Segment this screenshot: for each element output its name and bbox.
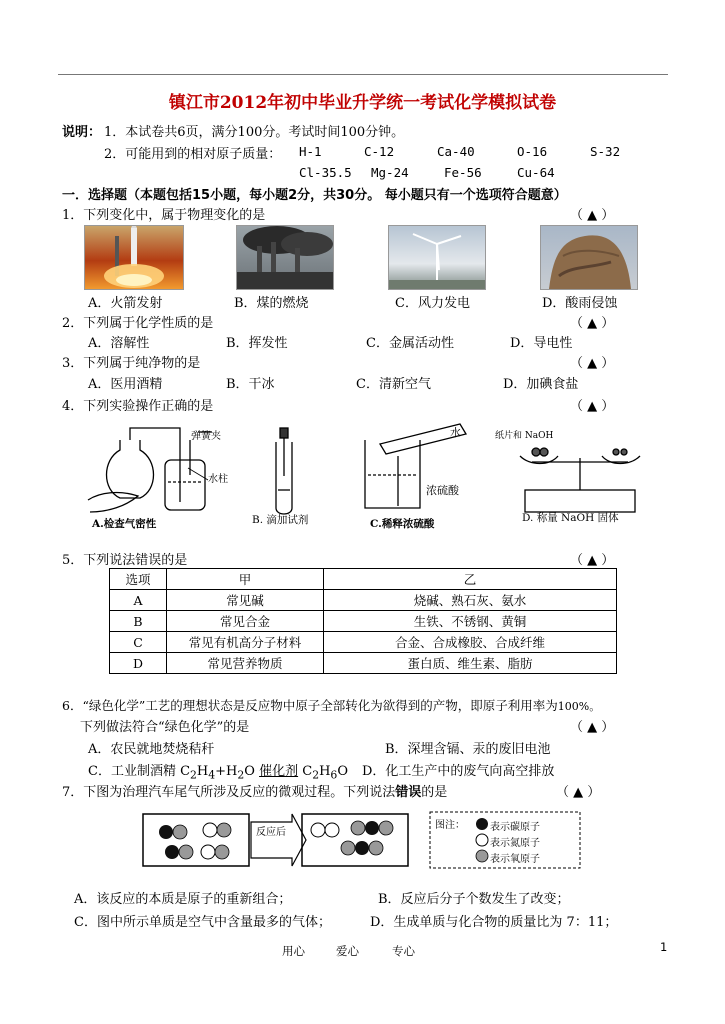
- q7-option-b: B．反应后分子个数发生了改变；: [378, 892, 570, 907]
- table-cell: 常见营养物质: [167, 653, 324, 674]
- table-cell: C: [110, 632, 167, 653]
- table-row: [110, 590, 617, 611]
- q4-caption-b: B. 滴加试剂: [252, 514, 309, 526]
- q7-arrow-label: 反应后: [256, 827, 286, 838]
- table-header-row: [110, 569, 617, 590]
- q3-option-b: B．干冰: [226, 377, 275, 392]
- mass-fe: Fe-56: [444, 165, 482, 180]
- q7-stem: [62, 781, 447, 800]
- q1-answer-mark: （ ▲ ）: [570, 208, 615, 223]
- q7-option-d: D．生成单质与化合物的质量比为 7：11；: [370, 915, 618, 930]
- q6-option-b: B．深埋含镉、汞的废旧电池: [385, 742, 551, 757]
- q6-c-text: H: [196, 764, 209, 779]
- mass-o: O-16: [517, 144, 548, 159]
- table-cell: 常见碱: [167, 590, 324, 611]
- notes-line2: 2．可能用到的相对原子质量：: [104, 147, 282, 162]
- catalyst-label: 催化剂: [259, 764, 299, 779]
- rocket-launch-photo: [84, 225, 184, 290]
- table-header: 选项: [110, 569, 167, 590]
- q4-caption-d: D. 称量 NaOH 固体: [522, 512, 619, 524]
- q7-legend-oxygen: 表示氧原子: [490, 854, 540, 865]
- mass-h: H-1: [299, 144, 322, 159]
- q4-caption-c: C.稀释浓硫酸: [370, 518, 435, 530]
- q6-c-text: O: [244, 764, 260, 779]
- table-cell: A: [110, 590, 167, 611]
- q6-stem-line2: 下列做法符合“绿色化学”的是: [80, 720, 250, 735]
- q4-stem: 4．下列实验操作正确的是: [62, 399, 214, 414]
- q1-option-d: D．酸雨侵蚀: [542, 296, 618, 311]
- q3-option-d: D．加碘食盐: [503, 377, 579, 392]
- table-cell: 常见合金: [167, 611, 324, 632]
- table-cell: B: [110, 611, 167, 632]
- q7-legend-nitrogen: 表示氮原子: [490, 838, 540, 849]
- mass-mg: Mg-24: [371, 165, 409, 180]
- table-cell: 生铁、不锈钢、黄铜: [324, 611, 617, 632]
- q4-label-water-column: 水柱: [208, 474, 228, 485]
- mass-cl: Cl-35.5: [299, 165, 352, 180]
- q3-answer-mark: （ ▲ ）: [570, 356, 615, 371]
- q7-answer-mark: （ ▲ ）: [556, 785, 601, 800]
- page-number: 1: [660, 940, 668, 954]
- q4-label-paper-naoh: 纸片和 NaOH: [495, 431, 554, 441]
- q6-c-text: H: [319, 764, 331, 779]
- q7-stem-text: 的是: [421, 785, 448, 800]
- mass-c: C-12: [364, 144, 395, 159]
- q6-percent: 100%。: [557, 700, 601, 713]
- q3-option-c: C．清新空气: [356, 377, 431, 392]
- footer-slogan-1: 用心: [282, 944, 305, 958]
- q3-stem: 3．下列属于纯净物的是: [62, 356, 201, 371]
- q6-option-c: [88, 760, 348, 782]
- footer-slogan-2: 爱心: [336, 944, 359, 958]
- table-cell: 常见有机高分子材料: [167, 632, 324, 653]
- subscript: 4: [208, 768, 216, 782]
- section1-heading: 一．选择题（本题包括15小题，每小题2分，共30分。 每小题只有一个选项符合题意）: [62, 188, 567, 203]
- q6-option-d: D．化工生产中的废气向高空排放: [362, 764, 555, 779]
- q2-option-d: D．导电性: [510, 336, 573, 351]
- q5-answer-mark: （ ▲ ）: [570, 553, 615, 568]
- coal-burning-photo: [236, 225, 334, 290]
- q1-option-c: C．风力发电: [395, 296, 470, 311]
- header-rule: [58, 74, 668, 75]
- table-row: [110, 611, 617, 632]
- q1-stem: 1．下列变化中，属于物理变化的是: [62, 208, 266, 223]
- notes-line1: 1．本试卷共6页，满分100分。考试时间100分钟。: [104, 125, 405, 140]
- subscript: 2: [312, 768, 320, 782]
- q2-stem: 2．下列属于化学性质的是: [62, 316, 214, 331]
- mass-cu: Cu-64: [517, 165, 555, 180]
- table-cell: 蛋白质、维生素、脂肪: [324, 653, 617, 674]
- q7-option-c: C．图中所示单质是空气中含量最多的气体；: [74, 915, 331, 930]
- q6-stem-text: 6．“绿色化学”工艺的理想状态是反应物中原子全部转化为欲得到的产物，即原子利用率为: [62, 698, 558, 713]
- q6-c-text: O: [337, 764, 348, 779]
- subscript: 2: [190, 768, 197, 782]
- subscript: 2: [237, 768, 245, 782]
- mass-s: S-32: [590, 144, 621, 159]
- q4-label-conc-acid: 浓硫酸: [426, 484, 459, 497]
- subscript: 6: [330, 768, 338, 782]
- q7-legend-carbon: 表示碳原子: [490, 822, 540, 833]
- notes-label: 说明：: [62, 125, 102, 140]
- q6-c-text: C: [298, 764, 313, 779]
- footer-slogan-3: 专心: [392, 944, 415, 958]
- q5-stem: 5．下列说法错误的是: [62, 553, 188, 568]
- q2-option-b: B．挥发性: [226, 336, 288, 351]
- q7-option-a: A．该反应的本质是原子的重新组合；: [74, 892, 292, 907]
- q7-legend-title: 图注：: [435, 820, 465, 831]
- q4-answer-mark: （ ▲ ）: [570, 399, 615, 414]
- q3-option-a: A．医用酒精: [88, 377, 163, 392]
- q5-table: [109, 568, 617, 674]
- q6-c-text: +H: [215, 764, 238, 779]
- q6-answer-mark: （ ▲ ）: [570, 720, 615, 735]
- table-cell: 烧碱、熟石灰、氨水: [324, 590, 617, 611]
- q4-caption-a: A.检查气密性: [92, 518, 157, 530]
- mass-ca: Ca-40: [437, 144, 475, 159]
- q4-label-water: 水: [450, 426, 461, 439]
- q7-stem-emphasis: 错误: [395, 785, 422, 800]
- table-header: 甲: [167, 569, 324, 590]
- q4-label-spring-clip: 弹簧夹: [191, 431, 221, 442]
- q1-option-a: A．火箭发射: [88, 296, 163, 311]
- wind-turbine-photo: [388, 225, 486, 290]
- q6-stem-line1: [62, 696, 600, 714]
- table-cell: D: [110, 653, 167, 674]
- table-row: [110, 653, 617, 674]
- q2-answer-mark: （ ▲ ）: [570, 316, 615, 331]
- q6-option-a: A．农民就地焚烧秸秆: [88, 742, 215, 757]
- q6-c-text: C．工业制酒精 C: [88, 764, 191, 779]
- table-header: 乙: [324, 569, 617, 590]
- q2-option-a: A．溶解性: [88, 336, 150, 351]
- q7-stem-text: 7．下图为治理汽车尾气所涉及反应的微观过程。下列说法: [62, 785, 396, 800]
- table-cell: 合金、合成橡胶、合成纤维: [324, 632, 617, 653]
- acid-rain-erosion-photo: [540, 225, 638, 290]
- table-row: [110, 632, 617, 653]
- q1-option-b: B．煤的燃烧: [234, 296, 309, 311]
- page-title: 镇江市2012年初中毕业升学统一考试化学模拟试卷: [168, 93, 557, 113]
- q2-option-c: C．金属活动性: [366, 336, 454, 351]
